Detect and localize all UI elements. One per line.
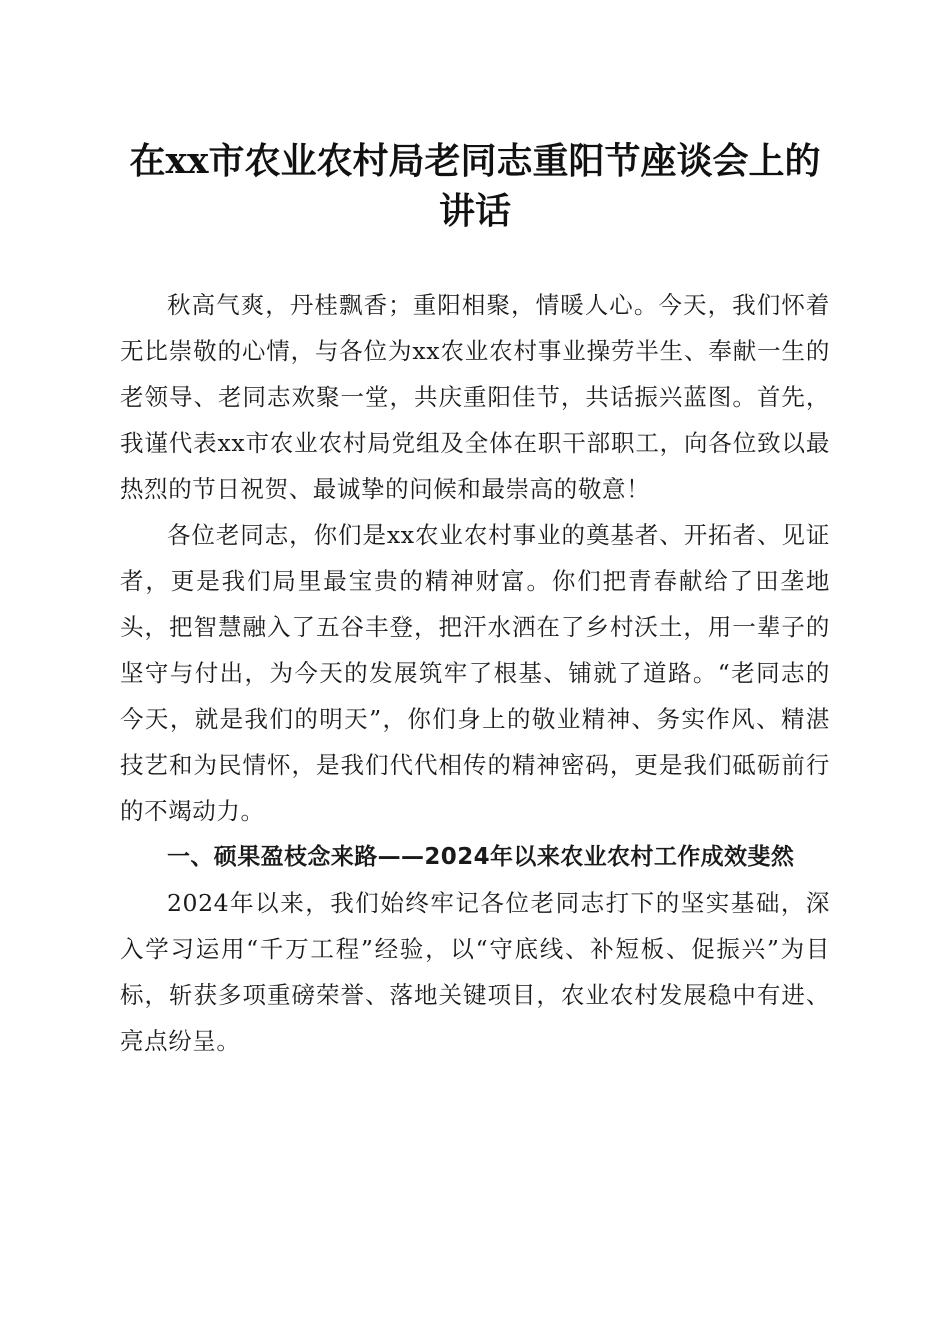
title-line-2: 讲话 <box>438 190 511 232</box>
title-line-1: 在xx市农业农村局老同志重阳节座谈会上的 <box>129 140 821 182</box>
paragraph-opening: 秋高气爽，丹桂飘香；重阳相聚，情暖人心。今天，我们怀着无比崇敬的心情，与各位为xx农业农村事业操劳半生、奉献一生的老领导、老同志欢聚一堂，共庆重阳佳节，共话振兴蓝图。首先，我谨代表xx市农业农村局党组及全体在职干部职工，向各位致以最热烈的节日祝贺、最诚挚的问候和最崇高的敬意！ <box>120 291 830 503</box>
page-title <box>110 136 840 236</box>
paragraph-achievements-intro: 2024年以来，我们始终牢记各位老同志打下的坚实基础，深入学习运用“千万工程”经验，以“守底线、补短板、促振兴”为目标，斩获多项重磅荣誉、落地关键项目，农业农村发展稳中有进、亮点纷呈。 <box>120 889 830 1055</box>
paragraph-tribute: 各位老同志，你们是xx农业农村事业的奠基者、开拓者、见证者，更是我们局里最宝贵的精神财富。你们把青春献给了田垄地头，把智慧融入了五谷丰登，把汗水洒在了乡村沃土，用一辈子的坚守与付出，为今天的发展筑牢了根基、铺就了道路。“老同志的今天，就是我们的明天”，你们身上的敬业精神、务实作风、精湛技艺和为民情怀，是我们代代相传的精神密码，更是我们砥砺前行的不竭动力。 <box>120 521 830 825</box>
section-heading-1: 一、硕果盈枝念来路——2024年以来农业农村工作成效斐然 <box>167 844 795 870</box>
document-body <box>120 282 830 1064</box>
